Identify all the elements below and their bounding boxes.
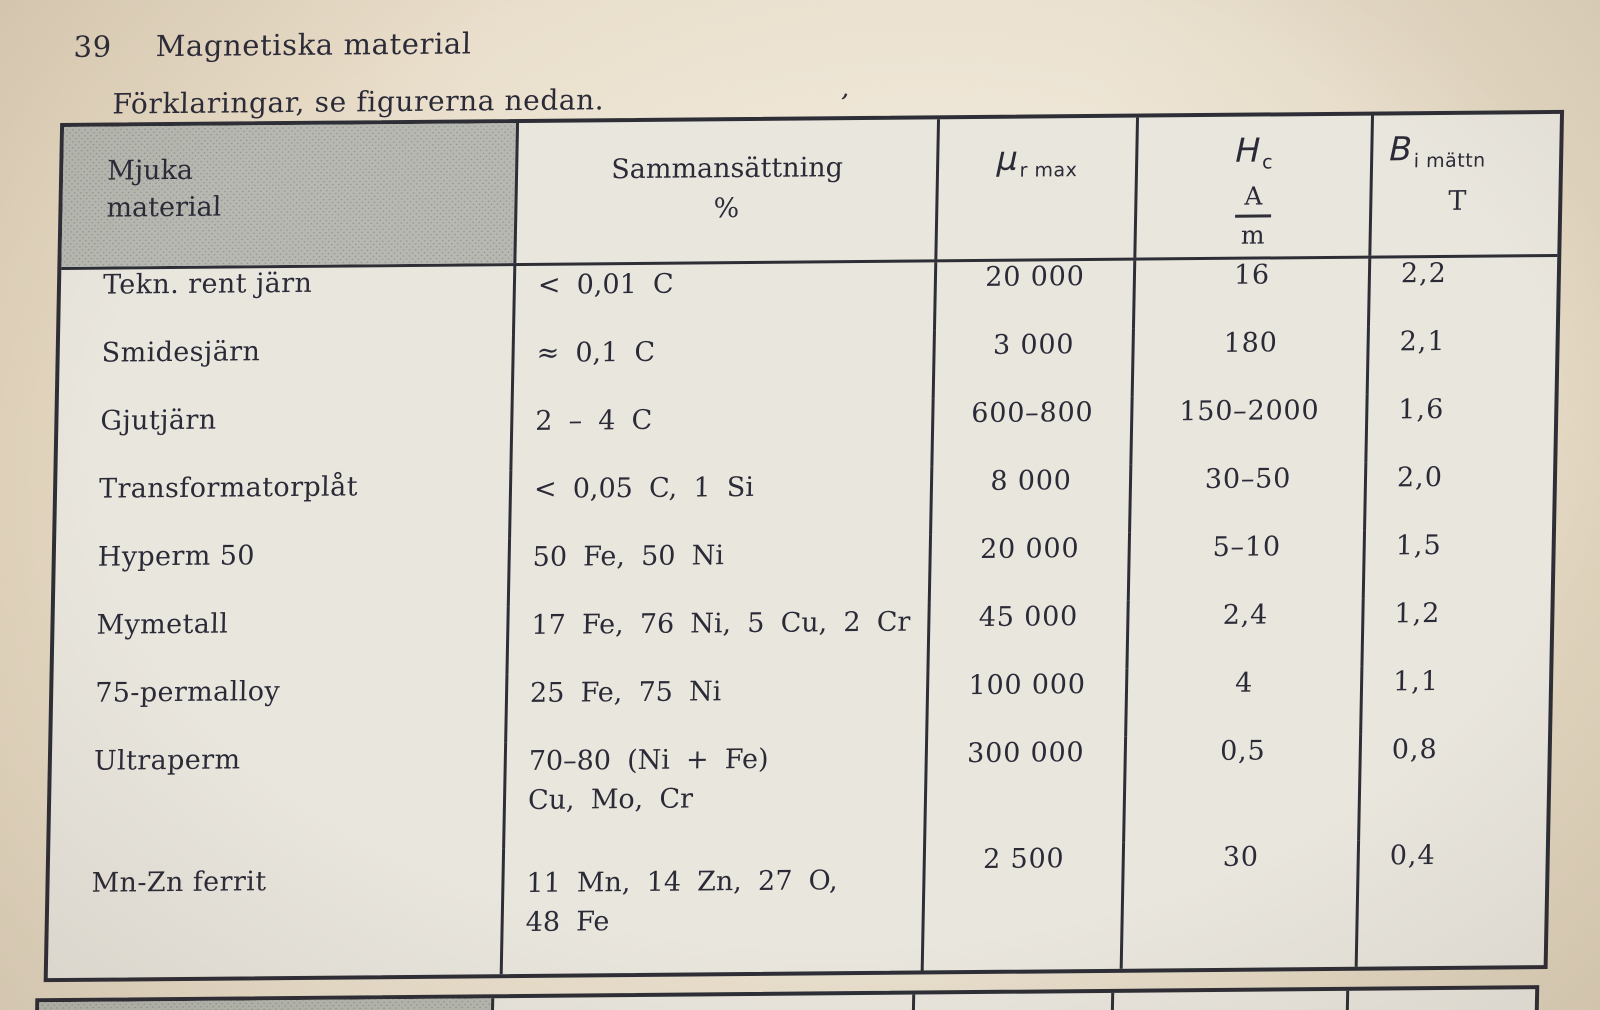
next-table-fragment: [34, 985, 1539, 1010]
cell-hc: 0,5: [1125, 735, 1362, 843]
cell-material: Mymetall: [53, 606, 509, 678]
cell-b: 0,4: [1389, 840, 1437, 872]
header-composition-unit: %: [713, 193, 740, 225]
table-row: [52, 665, 1549, 746]
cell-hc: 30–50: [1131, 463, 1367, 533]
cell-material: Smidesjärn: [59, 334, 515, 406]
b-symbol: B: [1388, 129, 1413, 169]
cell-hc: 180: [1134, 327, 1370, 397]
cell-material: Transformatorplåt: [56, 470, 512, 542]
cell-composition: ≈ 0,1 C: [514, 330, 936, 402]
next-table-header-row: [38, 989, 1535, 1010]
table-row: [59, 325, 1556, 406]
cell-composition: 17 Fe, 76 Ni, 5 Cu, 2 Cr: [508, 602, 930, 674]
header-mu-r-max: [937, 118, 1139, 260]
cell-hc: 30: [1123, 841, 1360, 969]
hc-symbol: H: [1235, 130, 1261, 170]
cell-material: Gjutjärn: [57, 402, 513, 474]
cell-material: 75-permalloy: [52, 674, 508, 746]
cell-mu-r-max: 2 500: [924, 843, 1125, 971]
mu-symbol: µ: [996, 138, 1019, 178]
cell-b: 1,6: [1398, 393, 1445, 426]
section-title: Magnetiska material: [155, 26, 473, 64]
cell-mu-r-max: 3 000: [935, 329, 1135, 399]
cell-composition: < 0,05 C, 1 Si: [511, 466, 933, 538]
b-subscript: i mättn: [1413, 149, 1486, 173]
fraction-bar: [1235, 214, 1271, 217]
cell-material: Tekn. rent järn: [60, 266, 516, 338]
cell-composition: < 0,01 C: [515, 262, 937, 334]
cell-mu-r-max: 100 000: [928, 669, 1128, 739]
cell-material: Hyperm 50: [55, 538, 511, 610]
table-row: [53, 597, 1550, 678]
hc-subscript: c: [1261, 151, 1274, 174]
table-row: [56, 461, 1553, 542]
next-table-shaded-cell: [38, 998, 494, 1010]
next-table-cell: [1113, 991, 1349, 1010]
cell-hc: 150–2000: [1132, 395, 1368, 465]
cell-hc: 5–10: [1130, 531, 1366, 601]
cell-b: 2,1: [1399, 325, 1446, 358]
header-material: Mjuka material: [61, 123, 519, 267]
cell-material: Ultraperm: [50, 742, 507, 852]
mu-subscript: r max: [1019, 159, 1078, 182]
stray-ink-mark: ’: [834, 88, 851, 120]
header-composition-label: Sammansättning: [610, 152, 844, 186]
table-row: [60, 257, 1557, 338]
cell-b: 0,8: [1391, 733, 1439, 766]
cell-hc: 2,4: [1128, 599, 1364, 669]
cell-composition: 25 Fe, 75 Ni: [507, 670, 929, 742]
cell-hc: 4: [1127, 667, 1363, 737]
cell-b: 1,1: [1392, 665, 1440, 698]
hc-unit-numerator: A: [1244, 181, 1263, 211]
cell-composition: 11 Mn, 14 Zn, 27 O, 48 Fe: [503, 844, 926, 974]
table-row: [57, 393, 1554, 474]
b-unit: T: [1448, 185, 1467, 217]
cell-b: 1,2: [1394, 597, 1441, 630]
page-heading: [73, 26, 472, 63]
page-subtitle: Förklaringar, se figurerna nedan.: [112, 83, 605, 121]
cell-mu-r-max: 8 000: [932, 465, 1132, 535]
header-b-saturation: [1371, 114, 1560, 256]
next-table-cell: [493, 995, 915, 1010]
table-row: [48, 839, 1546, 978]
table-header-row: [61, 114, 1560, 270]
cell-composition: 70–80 (Ni + Fe) Cu, Mo, Cr: [505, 738, 928, 848]
cell-mu-r-max: 45 000: [929, 601, 1129, 671]
cell-mu-r-max: 300 000: [926, 737, 1127, 845]
next-table-cell: [1348, 989, 1535, 1010]
cell-composition: 2 – 4 C: [512, 398, 934, 470]
hc-unit-fraction: [1234, 181, 1271, 250]
cell-hc: 16: [1135, 259, 1371, 329]
next-table-cell: [914, 993, 1114, 1010]
cell-b: 2,0: [1396, 461, 1444, 494]
cell-mu-r-max: 600–800: [933, 397, 1133, 467]
section-number: 39: [73, 29, 113, 64]
table-row: [50, 733, 1548, 852]
cell-b: 1,5: [1395, 529, 1442, 562]
cell-b: 2,2: [1400, 257, 1448, 290]
cell-mu-r-max: 20 000: [931, 533, 1131, 603]
cell-composition: 50 Fe, 50 Ni: [510, 534, 932, 606]
cell-mu-r-max: 20 000: [936, 261, 1136, 331]
cell-material: Mn-Zn ferrit: [48, 848, 505, 978]
header-hc: [1136, 116, 1374, 258]
magnetic-materials-table: [44, 110, 1564, 982]
header-composition: [516, 119, 940, 263]
table-row: [55, 529, 1552, 610]
hc-unit-denominator: m: [1240, 220, 1265, 250]
